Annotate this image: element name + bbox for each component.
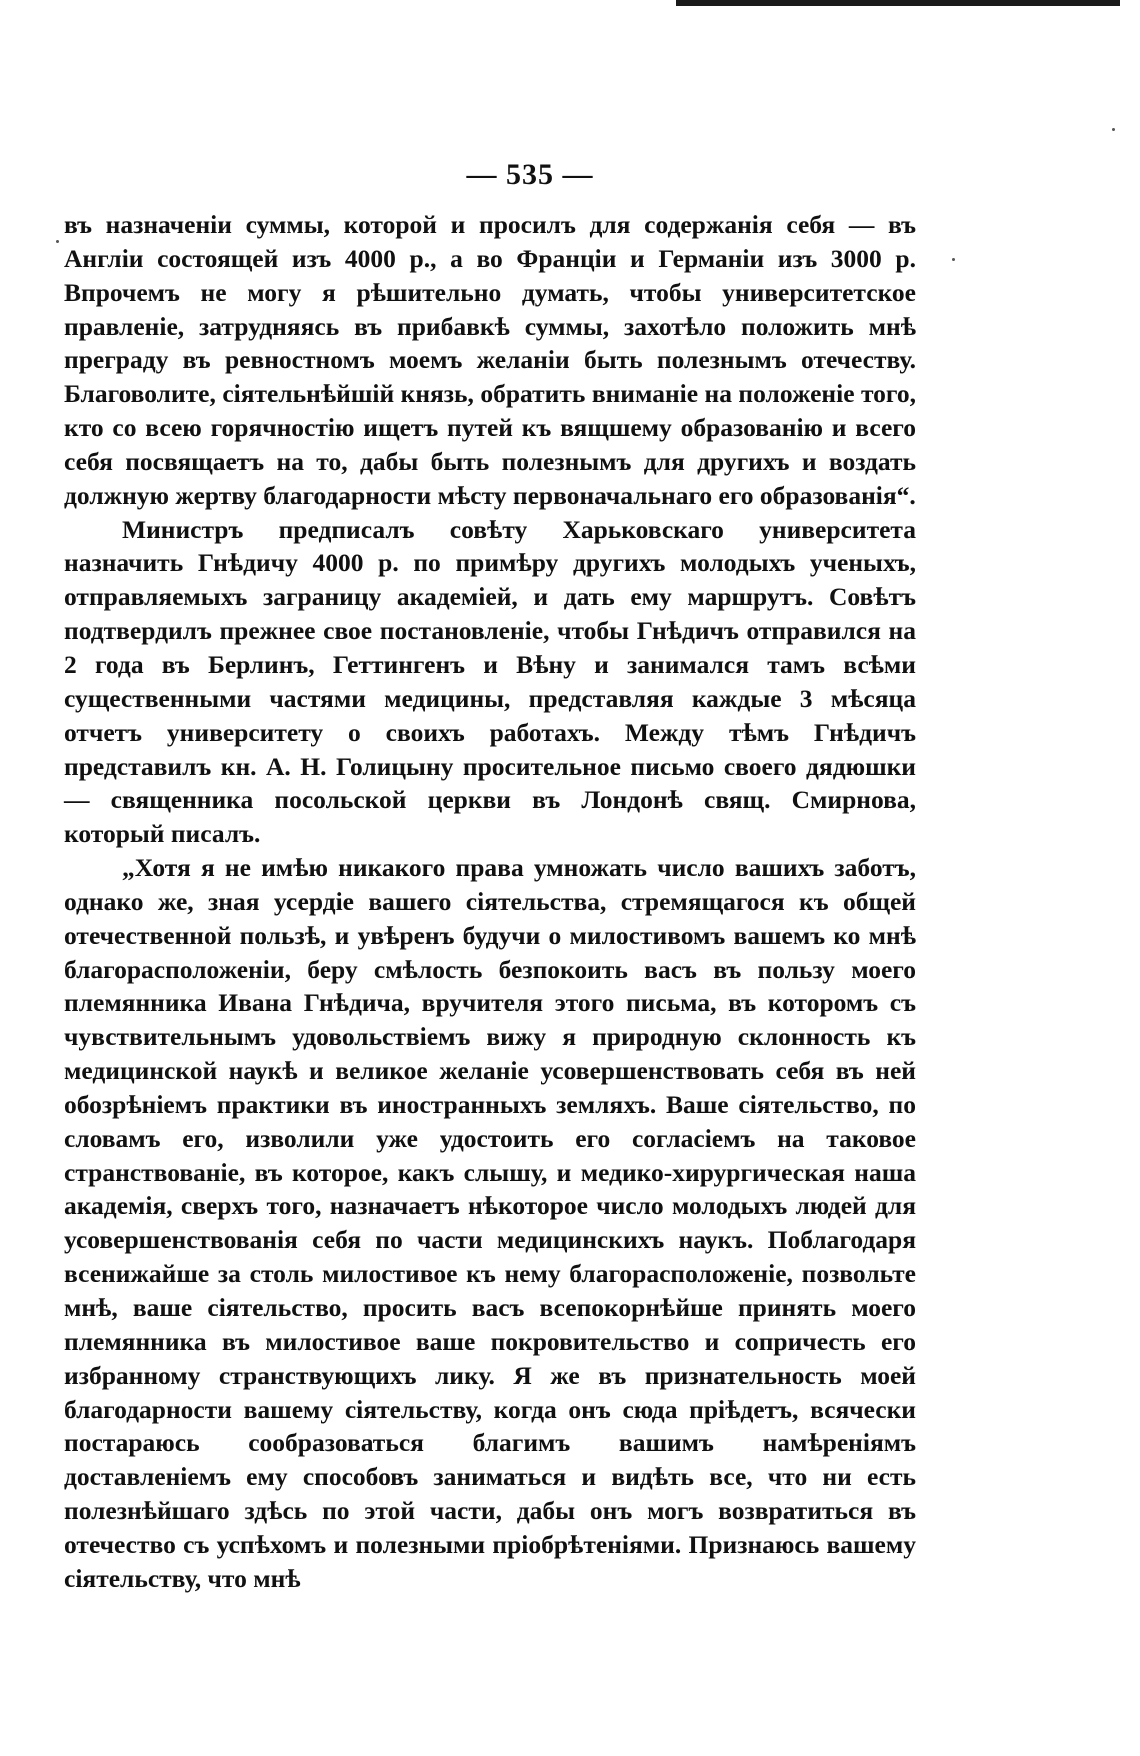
paragraph: „Хотя я не имѣю никакого права умножать число вашихъ заботъ, однако же, зная усердіе вашего сіятельства, стремящагося къ общей отечественной пользѣ, и увѣренъ будучи о милостивомъ вашемъ ко мнѣ благорасположеніи, беру смѣлость безпокоить васъ въ пользу моего племянника Ивана Гнѣдича, вручителя этого письма, въ которомъ съ чувствительнымъ удовольствіемъ вижу я природную склонность къ медицинской наукѣ и великое желаніе усовершенствовать себя въ ней обозрѣніемъ практики въ иностранныхъ земляхъ. Ваше сіятельство, по словамъ его, изволили уже удостоить его согласіемъ на таковое странствованіе, въ которое, какъ слышу, и медико-хирургическая наша академія, сверхъ того, назначаетъ нѣкоторое число молодыхъ людей для усовершенствованія себя по части медицинскихъ наукъ. Поблагодаря всенижайше за столь милостивое къ нему благорасположеніе, позвольте мнѣ, ваше сіятельство, просить васъ всепокорнѣйше принять моего племянника въ милостивое ваше покровительство и сопричесть его избранному странствующихъ лику. Я же въ признательность моей благодарности вашему сіятельству, когда онъ сюда пріѣдетъ, всячески постараюсь сообразоваться благимъ вашимъ намѣреніямъ доставленіемъ ему способовъ заниматься и видѣть все, что ни есть полезнѣйшаго здѣсь по этой части, дабы онъ могъ возвратиться въ отечество съ успѣхомъ и полезными пріобрѣтеніями. Признаюсь вашему сіятельству, что мнѣ xyxy=(64,853,916,1593)
scan-speck xyxy=(1112,128,1115,131)
scan-speck xyxy=(56,240,59,243)
paragraph: Министръ предписалъ совѣту Харьковскаго университета назначить Гнѣдичу 4000 р. по примѣру другихъ молодыхъ ученыхъ, отправляемыхъ заграницу академіей, и дать ему маршрутъ. Совѣтъ подтвердилъ прежнее свое постановленіе, чтобы Гнѣдичъ отправился на 2 года въ Берлинъ, Геттингенъ и Вѣну и занимался тамъ всѣми существенными частями медицины, представляя каждые 3 мѣсяца отчетъ университету о своихъ работахъ. Между тѣмъ Гнѣдичъ представилъ кн. А. Н. Голицыну просительное письмо своего дядюшки — священника посольской церкви въ Лондонѣ свящ. Смирнова, который писалъ. xyxy=(64,514,916,849)
paragraph: въ назначеніи суммы, которой и просилъ для содержанія себя — въ Англіи состоящей изъ 4000 р., а во Франціи и Германіи изъ 3000 р. Впрочемъ не могу я рѣшительно думать, чтобы университетское правленіе, затрудняясь въ прибавкѣ суммы, захотѣло положить мнѣ преграду въ ревностномъ моемъ желаніи быть полезнымъ отечеству. Благоволите, сіятельнѣйшій князь, обратить вниманіе на положеніе того, кто со всею горячностію ищетъ путей къ вящшему образованію и всего себя посвящаетъ на то, дабы быть полезнымъ для другихъ и воздать должную жертву благодарности мѣсту первоначальнаго его образованія“. xyxy=(64,210,916,510)
page-number: — 535 — xyxy=(466,158,594,191)
scan-speck xyxy=(952,258,955,261)
scan-edge-rule xyxy=(676,0,1120,6)
body-text xyxy=(64,208,916,1596)
